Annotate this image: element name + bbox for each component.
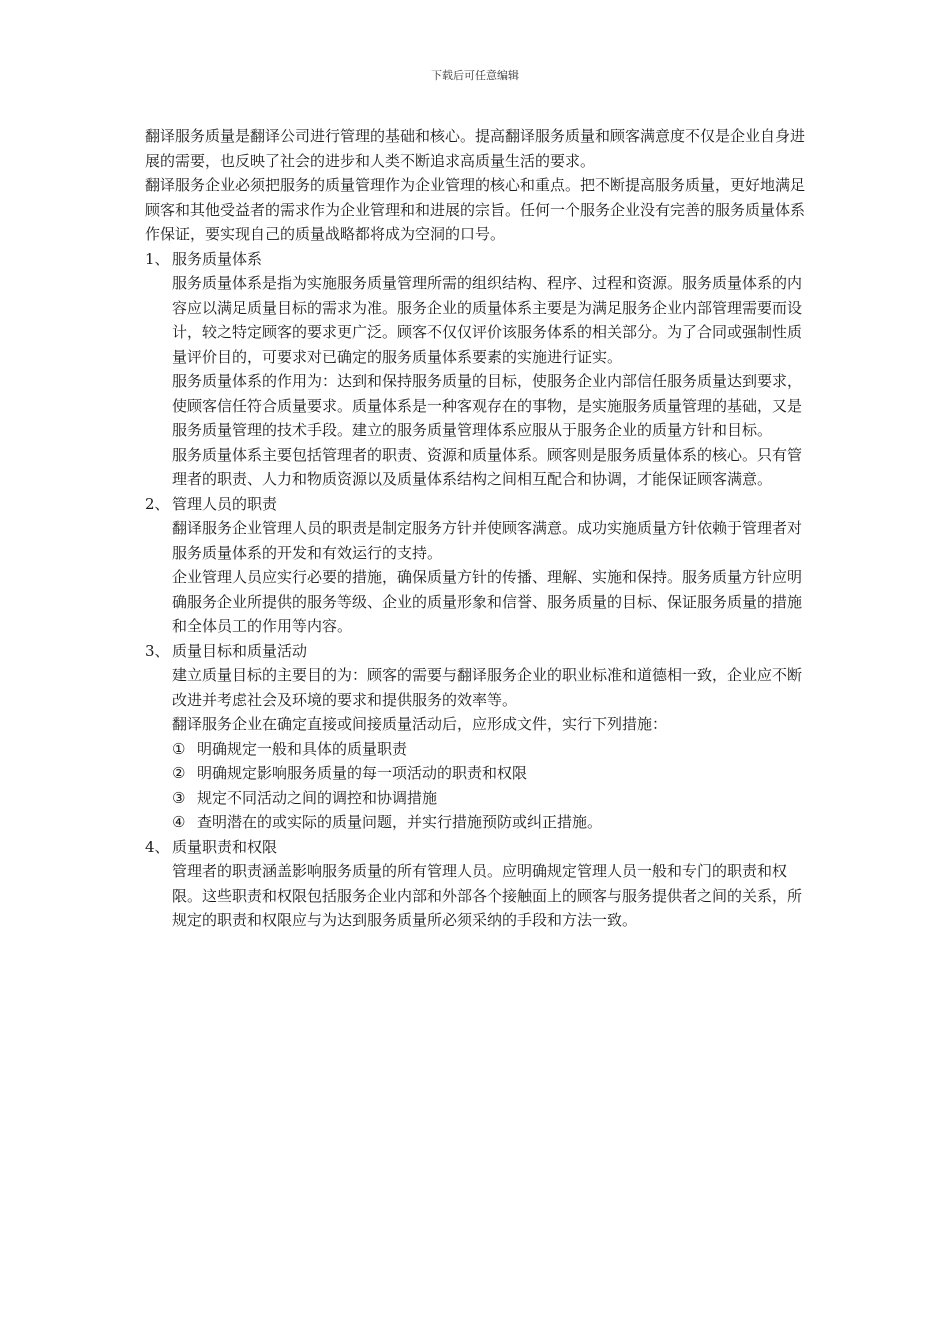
section-1-paragraph-2: 服务质量体系的作用为：达到和保持服务质量的目标，使服务企业内部信任服务质量达到要求，使顾客信任符合质量要求。质量体系是一种客观存在的事物，是实施服务质量管理的基础，又是服务质量管理的技术手段。建立的服务质量管理体系应服从于服务企业的质量方针和目标。 (172, 372, 803, 439)
section-number: 3、 (145, 641, 170, 660)
list-item-text: 明确规定影响服务质量的每一项活动的职责和权限 (197, 764, 528, 782)
document-body (145, 124, 815, 933)
intro-paragraph-2: 翻译服务企业必须把服务的质量管理作为企业管理的核心和重点。把不断提高服务质量，更好地满足顾客和其他受益者的需求作为企业管理和和进展的宗旨。任何一个服务企业没有完善的服务质量体系作保证，要实现自己的质量战略都将成为空洞的口号。 (145, 176, 806, 243)
list-marker: ④ (172, 813, 186, 831)
section-title: 质量目标和质量活动 (172, 641, 308, 660)
section-3-paragraph-1: 建立质量目标的主要目的为：顾客的需要与翻译服务企业的职业标准和道德相一致，企业应不断改进并考虑社会及环境的要求和提供服务的效率等。 (172, 666, 803, 709)
section-title: 服务质量体系 (172, 249, 263, 268)
list-item (172, 737, 815, 762)
section-number: 1、 (145, 249, 170, 268)
section-title: 管理人员的职责 (172, 494, 278, 513)
section-3-paragraph-2: 翻译服务企业在确定直接或间接质量活动后，应形成文件，实行下列措施： (172, 715, 668, 733)
section-2-paragraph-1: 翻译服务企业管理人员的职责是制定服务方针并使顾客满意。成功实施质量方针依赖于管理者对服务质量体系的开发和有效运行的支持。 (172, 519, 803, 562)
section-title: 质量职责和权限 (172, 837, 278, 856)
page-header: 下载后可任意编辑 (431, 69, 519, 82)
section-4-paragraph-1: 管理者的职责涵盖影响服务质量的所有管理人员。应明确规定管理人员一般和专门的职责和权限。这些职责和权限包括服务企业内部和外部各个接触面上的顾客与服务提供者之间的关系，所规定的职责和权限应与为达到服务质量所必须采纳的手段和方法一致。 (172, 862, 803, 929)
list-marker: ① (172, 739, 186, 758)
section-number: 4、 (145, 837, 170, 856)
section-1-paragraph-3: 服务质量体系主要包括管理者的职责、资源和质量体系。顾客则是服务质量体系的核心。只有管理者的职责、人力和物质资源以及质量体系结构之间相互配合和协调，才能保证顾客满意。 (172, 445, 803, 488)
section-heading-3 (145, 639, 815, 664)
section-heading-1 (145, 247, 815, 272)
list-item (172, 810, 815, 835)
section-heading-2 (145, 492, 815, 517)
section-number: 2、 (145, 494, 170, 513)
section-heading-4 (145, 835, 815, 860)
list-item-text: 查明潜在的或实际的质量问题，并实行措施预防或纠正措施。 (197, 813, 603, 831)
list-marker: ② (172, 764, 186, 782)
list-marker: ③ (172, 788, 186, 807)
intro-paragraph-1: 翻译服务质量是翻译公司进行管理的基础和核心。提高翻译服务质量和顾客满意度不仅是企业自身进展的需要，也反映了社会的进步和人类不断追求高质量生活的要求。 (145, 127, 806, 170)
list-item (172, 786, 815, 811)
list-item-text: 规定不同活动之间的调控和协调措施 (197, 788, 438, 807)
list-item-text: 明确规定一般和具体的质量职责 (197, 739, 408, 758)
section-1-paragraph-1: 服务质量体系是指为实施服务质量管理所需的组织结构、程序、过程和资源。服务质量体系的内容应以满足质量目标的需求为准。服务企业的质量体系主要是为满足服务企业内部管理需要而设计，较之特定顾客的要求更广泛。顾客不仅仅评价该服务体系的相关部分。为了合同或强制性质量评价目的，可要求对已确定的服务质量体系要素的实施进行证实。 (172, 274, 803, 366)
list-item (172, 761, 815, 786)
section-2-paragraph-2: 企业管理人员应实行必要的措施，确保质量方针的传播、理解、实施和保持。服务质量方针应明确服务企业所提供的服务等级、企业的质量形象和信誉、服务质量的目标、保证服务质量的措施和全体员工的作用等内容。 (172, 568, 803, 635)
